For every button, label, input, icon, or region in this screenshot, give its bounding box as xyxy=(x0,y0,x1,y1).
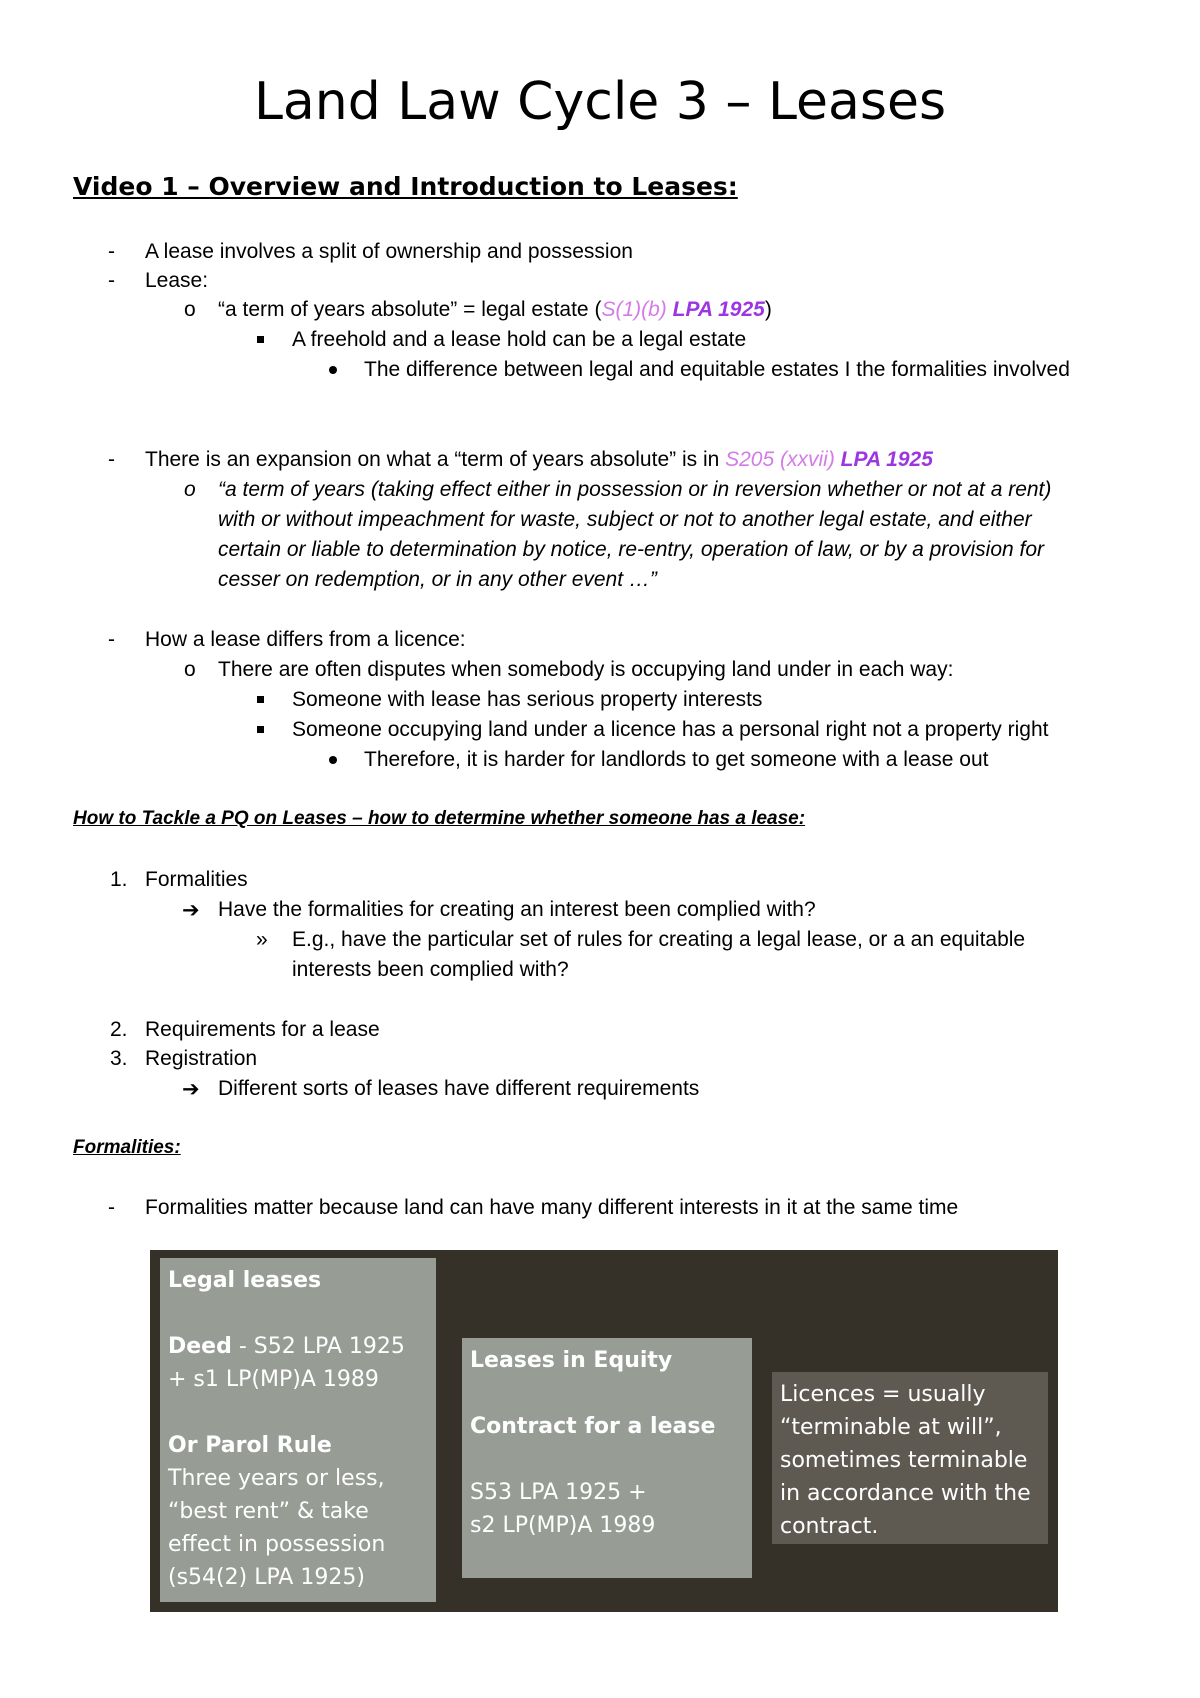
sub-bullet-text: “a term of years absolute” = legal estate ( xyxy=(218,298,602,321)
section-heading-formalities: Formalities: xyxy=(73,1137,181,1158)
bullet-circle: o xyxy=(184,478,196,501)
point-freehold-leasehold: A freehold and a lease hold can be a legal estate xyxy=(292,328,747,351)
bullet-dash: - xyxy=(108,1196,115,1219)
bullet-circle: o xyxy=(184,298,196,321)
arrow-right-icon: ➔ xyxy=(182,1078,200,1101)
point-legal-equitable: The difference between legal and equitable estates I the formalities involved xyxy=(364,358,1070,381)
example-line: interests been complied with? xyxy=(292,958,569,981)
licence-line: Licences = usually xyxy=(780,1382,986,1407)
list-item-registration: Registration xyxy=(145,1047,258,1070)
guillemet-bullet-icon: » xyxy=(256,928,268,951)
quote-line: “a term of years (taking effect either in possession or in reversion whether or not at a rent) xyxy=(218,478,1052,501)
parol-line: “best rent” & take xyxy=(168,1499,369,1524)
bullet-term-expansion xyxy=(145,448,933,472)
licence-line: sometimes terminable xyxy=(780,1448,1028,1473)
square-bullet-icon xyxy=(257,336,264,343)
deed-text-line2: + s1 LP(MP)A 1989 xyxy=(168,1367,379,1392)
bullet-dash: - xyxy=(108,240,115,263)
list-number: 1. xyxy=(110,868,128,891)
licence-line: in accordance with the xyxy=(780,1481,1031,1506)
quote-line: certain or liable to determination by notice, re-entry, operation of law, or by a provision for xyxy=(218,538,1045,561)
arrow-right-icon: ➔ xyxy=(182,899,200,922)
citation-act: LPA 1925 xyxy=(840,448,933,471)
licences-box xyxy=(772,1372,1048,1544)
bullet-many-interests: Formalities matter because land can have many different interests in it at the same time xyxy=(145,1196,959,1219)
bullet-lease: Lease: xyxy=(145,269,209,292)
point-licence-personal: Someone occupying land under a licence has a personal right not a property right xyxy=(292,718,1049,741)
section-heading-pq: How to Tackle a PQ on Leases – how to determine whether someone has a lease: xyxy=(73,808,806,829)
equity-line: S53 LPA 1925 + xyxy=(470,1480,647,1505)
bullet-text: There is an expansion on what a “term of years absolute” is in xyxy=(145,448,726,471)
arrow-point-complied: Have the formalities for creating an interest been complied with? xyxy=(218,898,816,921)
sub-bullet-disputes: There are often disputes when somebody is occupying land under in each way: xyxy=(218,658,954,681)
arrow-point-requirements: Different sorts of leases have different requirements xyxy=(218,1077,700,1100)
legal-leases-title: Legal leases xyxy=(168,1268,322,1293)
square-bullet-icon xyxy=(257,726,264,733)
legal-leases-box xyxy=(160,1258,436,1602)
bullet-circle: o xyxy=(184,658,196,681)
round-bullet-icon xyxy=(329,366,337,374)
citation-act: LPA 1925 xyxy=(672,298,765,321)
list-number: 2. xyxy=(110,1018,128,1041)
section-heading-video1: Video 1 – Overview and Introduction to Leases: xyxy=(73,172,738,201)
list-item-requirements: Requirements for a lease xyxy=(145,1018,380,1041)
list-number: 3. xyxy=(110,1047,128,1070)
lease-types-diagram xyxy=(150,1250,1058,1612)
example-line: E.g., have the particular set of rules for creating a legal lease, or a an equitable xyxy=(292,928,1026,951)
bullet-lease-vs-licence: How a lease differs from a licence: xyxy=(145,628,466,651)
equity-title: Leases in Equity xyxy=(470,1348,673,1373)
parol-line: (s54(2) LPA 1925) xyxy=(168,1565,365,1590)
list-item-formalities: Formalities xyxy=(145,868,248,891)
quote-line: cesser on redemption, or in any other event …” xyxy=(218,568,657,591)
round-bullet-icon xyxy=(329,756,337,764)
sub-bullet-term-of-years xyxy=(218,298,772,322)
bullet-dash: - xyxy=(108,269,115,292)
deed-label: Deed xyxy=(168,1334,232,1359)
sub-bullet-text-end: ) xyxy=(764,298,772,321)
parol-rule-title: Or Parol Rule xyxy=(168,1433,332,1458)
equity-subtitle: Contract for a lease xyxy=(470,1414,716,1439)
leases-in-equity-box xyxy=(462,1338,752,1578)
quote-line: with or without impeachment for waste, subject or not to another legal estate, and either xyxy=(218,508,1032,531)
equity-line: s2 LP(MP)A 1989 xyxy=(470,1513,656,1538)
citation-section: S205 (xxvii) xyxy=(725,448,835,471)
point-landlords: Therefore, it is harder for landlords to get someone with a lease out xyxy=(364,748,989,771)
point-lease-property: Someone with lease has serious property interests xyxy=(292,688,763,711)
licence-line: contract. xyxy=(780,1514,879,1539)
parol-line: effect in possession xyxy=(168,1532,386,1557)
bullet-lease-split: A lease involves a split of ownership and possession xyxy=(145,240,633,263)
licence-line: “terminable at will”, xyxy=(780,1415,1002,1440)
citation-section: S(1)(b) xyxy=(601,298,667,321)
bullet-dash: - xyxy=(108,448,115,471)
page-title: Land Law Cycle 3 – Leases xyxy=(253,72,947,132)
deed-text: - S52 LPA 1925 xyxy=(231,1334,405,1359)
deed-line xyxy=(168,1330,428,1363)
bullet-dash: - xyxy=(108,628,115,651)
parol-line: Three years or less, xyxy=(168,1466,385,1491)
square-bullet-icon xyxy=(257,696,264,703)
